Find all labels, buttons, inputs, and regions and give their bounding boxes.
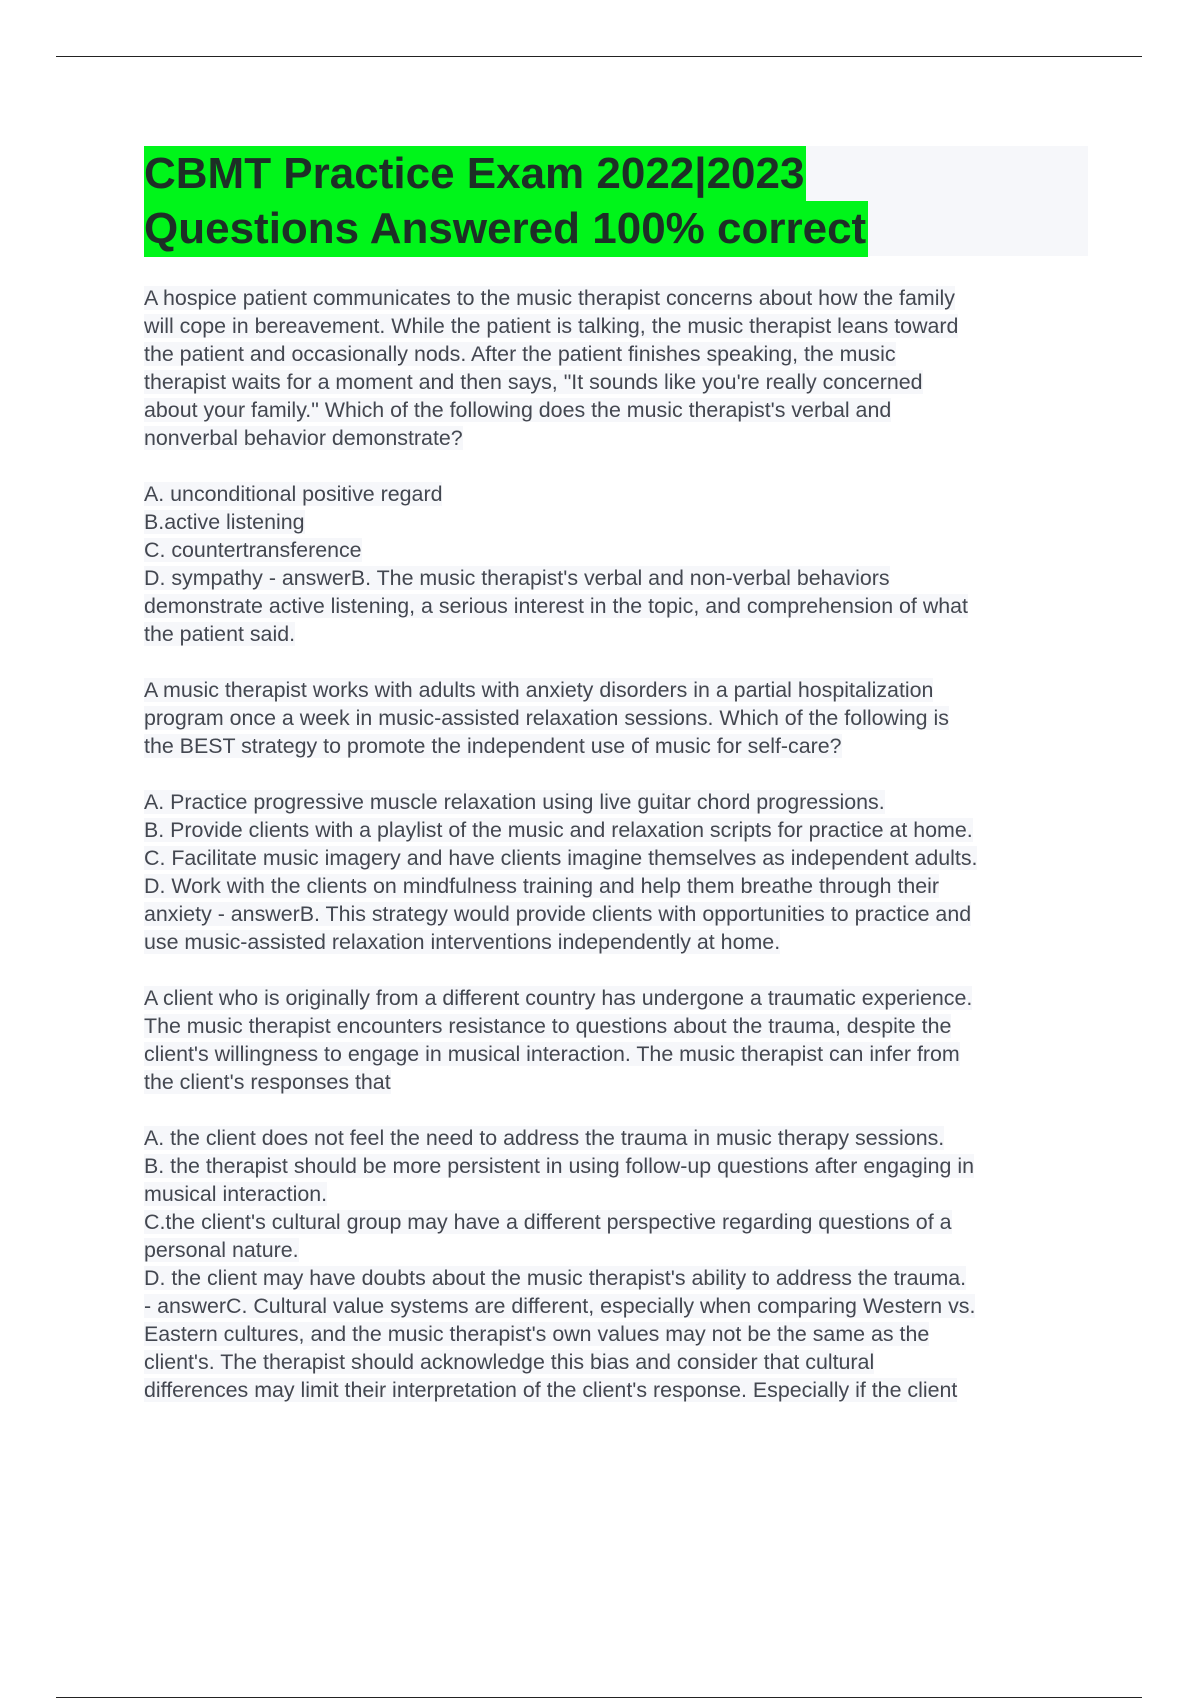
bottom-rule (56, 1697, 1142, 1698)
text-line (144, 1040, 1094, 1068)
paragraph-gap (144, 648, 1094, 676)
text-line (144, 788, 1094, 816)
text-line (144, 844, 1094, 872)
text-line (144, 424, 1094, 452)
text-line (144, 1320, 1094, 1348)
text-line (144, 1348, 1094, 1376)
text-line-content: The music therapist encounters resistance to questions about the trauma, despite the (144, 1014, 952, 1038)
answer-options (144, 788, 1094, 956)
top-rule (56, 56, 1142, 57)
text-line (144, 284, 1094, 312)
text-line-content: D. Work with the clients on mindfulness training and help them breathe through their (144, 874, 940, 898)
text-line-content: B.active listening (144, 510, 305, 534)
text-line-content: anxiety - answerB. This strategy would provide clients with opportunities to practice and (144, 902, 972, 926)
text-line-content: A client who is originally from a different country has undergone a traumatic experience. (144, 986, 973, 1010)
answer-options (144, 1124, 1094, 1404)
document-body (144, 284, 1094, 1404)
title-line: Questions Answered 100% correct (144, 201, 868, 257)
text-line-content: the patient said. (144, 622, 296, 646)
text-line-content: B. the therapist should be more persistent in using follow-up questions after engaging in (144, 1154, 974, 1178)
text-line (144, 984, 1094, 1012)
text-line-content: A. Practice progressive muscle relaxation using live guitar chord progressions. (144, 790, 885, 814)
text-line (144, 676, 1094, 704)
document-title (144, 146, 1088, 256)
text-line-content: musical interaction. (144, 1182, 328, 1206)
text-line (144, 620, 1094, 648)
text-line-content: C.the client's cultural group may have a different perspective regarding questions of a (144, 1210, 952, 1234)
paragraph-gap (144, 1096, 1094, 1124)
text-line-content: D. sympathy - answerB. The music therapist's verbal and non-verbal behaviors (144, 566, 890, 590)
text-line-content: the patient and occasionally nods. After the patient finishes speaking, the music (144, 342, 896, 366)
text-line-content: - answerC. Cultural value systems are different, especially when comparing Western vs. (144, 1294, 976, 1318)
text-line-content: C. countertransference (144, 538, 362, 562)
text-line (144, 1292, 1094, 1320)
text-line-content: program once a week in music-assisted relaxation sessions. Which of the following is (144, 706, 949, 730)
text-line (144, 900, 1094, 928)
text-line (144, 1208, 1094, 1236)
text-line (144, 312, 1094, 340)
text-line-content: will cope in bereavement. While the patient is talking, the music therapist leans toward (144, 314, 959, 338)
text-line (144, 1124, 1094, 1152)
text-line-content: nonverbal behavior demonstrate? (144, 426, 463, 450)
text-line (144, 928, 1094, 956)
paragraph-gap (144, 760, 1094, 788)
text-line (144, 480, 1094, 508)
text-line-content: Eastern cultures, and the music therapist's own values may not be the same as the (144, 1322, 930, 1346)
text-line (144, 1012, 1094, 1040)
text-line (144, 732, 1094, 760)
text-line-content: the BEST strategy to promote the independent use of music for self-care? (144, 734, 842, 758)
text-line-content: personal nature. (144, 1238, 299, 1262)
text-line (144, 1068, 1094, 1096)
title-line: CBMT Practice Exam 2022|2023 (144, 146, 806, 202)
paragraph-gap (144, 452, 1094, 480)
text-line-content: therapist waits for a moment and then says, "It sounds like you're really concerned (144, 370, 923, 394)
text-line-content: client's willingness to engage in musical interaction. The music therapist can infer from (144, 1042, 960, 1066)
question-stem (144, 984, 1094, 1096)
question-stem (144, 284, 1094, 452)
text-line-content: demonstrate active listening, a serious interest in the topic, and comprehension of what (144, 594, 968, 618)
text-line (144, 536, 1094, 564)
text-line-content: A. the client does not feel the need to address the trauma in music therapy sessions. (144, 1126, 945, 1150)
text-line (144, 592, 1094, 620)
text-line (144, 368, 1094, 396)
text-line-content: D. the client may have doubts about the music therapist's ability to address the trauma. (144, 1266, 967, 1290)
text-line (144, 872, 1094, 900)
text-line (144, 508, 1094, 536)
text-line-content: the client's responses that (144, 1070, 391, 1094)
text-line (144, 1152, 1094, 1180)
text-line-content: client's. The therapist should acknowledge this bias and consider that cultural (144, 1350, 875, 1374)
text-line-content: use music-assisted relaxation interventions independently at home. (144, 930, 781, 954)
text-line (144, 1180, 1094, 1208)
question-stem (144, 676, 1094, 760)
text-line-content: A music therapist works with adults with anxiety disorders in a partial hospitalization (144, 678, 934, 702)
text-line-content: A. unconditional positive regard (144, 482, 443, 506)
paragraph-gap (144, 956, 1094, 984)
text-line (144, 340, 1094, 368)
text-line-content: about your family." Which of the following does the music therapist's verbal and (144, 398, 892, 422)
text-line-content: differences may limit their interpretation of the client's response. Especially if the client (144, 1378, 958, 1402)
text-line-content: B. Provide clients with a playlist of the music and relaxation scripts for practice at home. (144, 818, 973, 842)
text-line (144, 1264, 1094, 1292)
text-line (144, 396, 1094, 424)
text-line-content: C. Facilitate music imagery and have clients imagine themselves as independent adults. (144, 846, 978, 870)
text-line-content: A hospice patient communicates to the music therapist concerns about how the family (144, 286, 955, 310)
answer-options (144, 480, 1094, 648)
text-line (144, 1236, 1094, 1264)
text-line (144, 816, 1094, 844)
text-line (144, 564, 1094, 592)
text-line (144, 704, 1094, 732)
text-line (144, 1376, 1094, 1404)
